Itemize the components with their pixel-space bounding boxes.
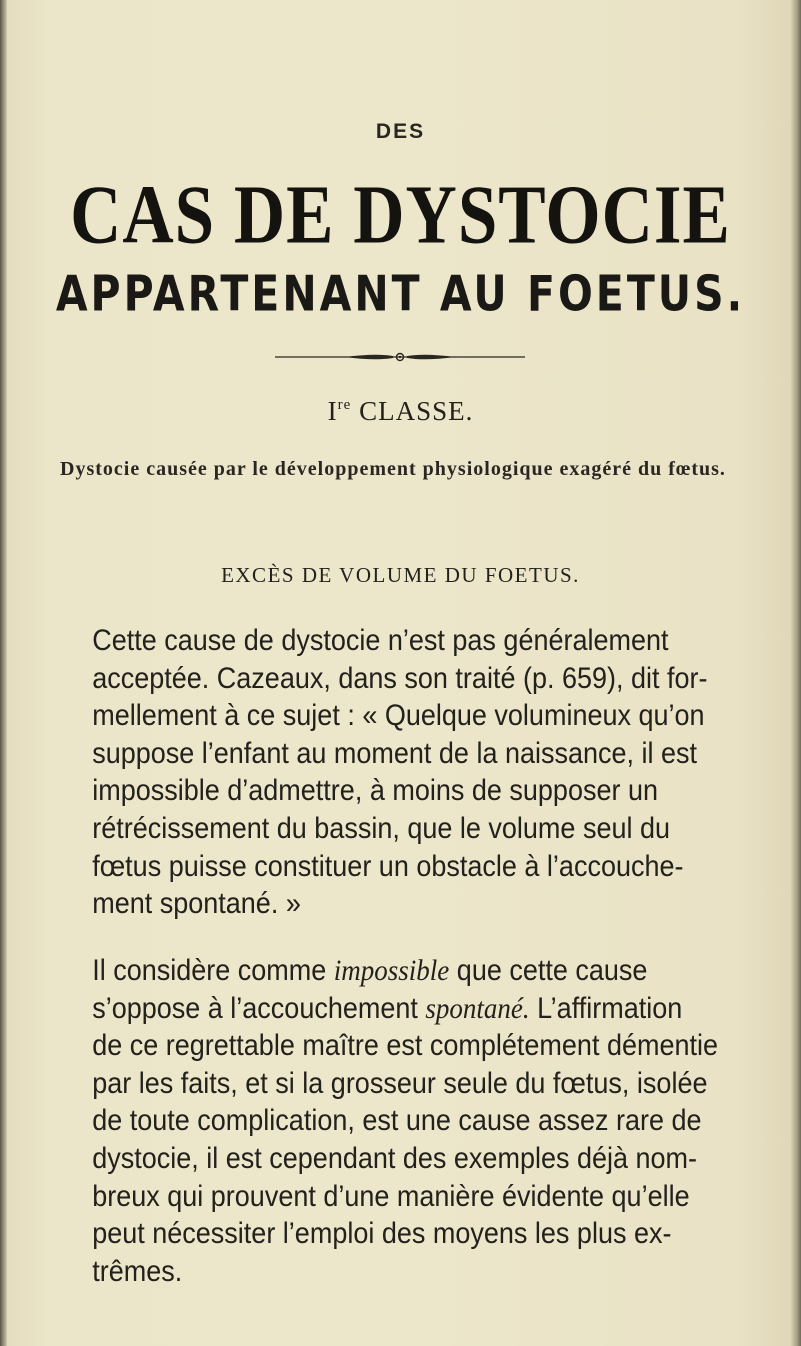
paragraph-1 xyxy=(58,622,708,923)
italic-text: impossible xyxy=(333,954,450,987)
italic-text: spontané. xyxy=(425,991,530,1025)
page-subtitle: APPARTENANT AU FOETUS. xyxy=(55,265,746,323)
text-line: peut nécessiter l’emploi des moyens les plus ex- xyxy=(92,1217,672,1251)
text-line: par les faits, et si la grosseur seule du fœtus, isolée xyxy=(92,1066,708,1100)
text-line: de toute complication, est une cause assez rare de xyxy=(92,1104,702,1138)
text-run: L’affirmation xyxy=(529,991,683,1025)
class-suffix: re xyxy=(337,397,352,413)
text-line: ment spontané. » xyxy=(92,887,301,921)
class-heading xyxy=(0,396,801,427)
text-run: s’oppose à l’accouchement xyxy=(92,991,426,1025)
page-title: CAS DE DYSTOCIE xyxy=(70,169,731,262)
text-line: rétrécissement du bassin, que le volume seul du xyxy=(92,811,671,845)
class-number: I xyxy=(327,396,338,426)
text-line: de ce regrettable maître est complétement démentie xyxy=(92,1029,719,1063)
text-line: acceptée. Cazeaux, dans son traité (p. 659), dit for- xyxy=(92,661,708,695)
text-line: impossible d’admettre, à moins de supposer un xyxy=(92,774,659,808)
text-line: mellement à ce sujet : « Quelque volumineux qu’on xyxy=(92,699,705,733)
text-line xyxy=(58,990,690,1028)
text-line: breux qui prouvent d’une manière évidente qu’elle xyxy=(92,1179,690,1213)
class-label: CLASSE. xyxy=(359,396,474,426)
text-line: dystocie, il est cependant des exemples déjà nom- xyxy=(92,1141,698,1175)
text-line: Cette cause de dystocie n’est pas généralement xyxy=(92,624,669,657)
text-run: Il considère comme xyxy=(92,954,334,987)
section-subheading: EXCÈS DE VOLUME DU FOETUS. xyxy=(221,563,580,587)
title-kicker: DES xyxy=(375,120,426,143)
decorative-rule-icon xyxy=(275,352,525,362)
text-line: fœtus puisse constituer un obstacle à l’accouche- xyxy=(92,849,684,883)
section-heading: Dystocie causée par le développement physiologique exagéré du fœtus. xyxy=(60,458,726,480)
text-run: que cette cause xyxy=(449,954,648,987)
text-line xyxy=(58,952,690,990)
paragraph-2 xyxy=(58,952,719,1290)
text-line: suppose l’enfant au moment de la naissance, il est xyxy=(92,736,698,770)
text-line: trêmes. xyxy=(92,1254,183,1288)
